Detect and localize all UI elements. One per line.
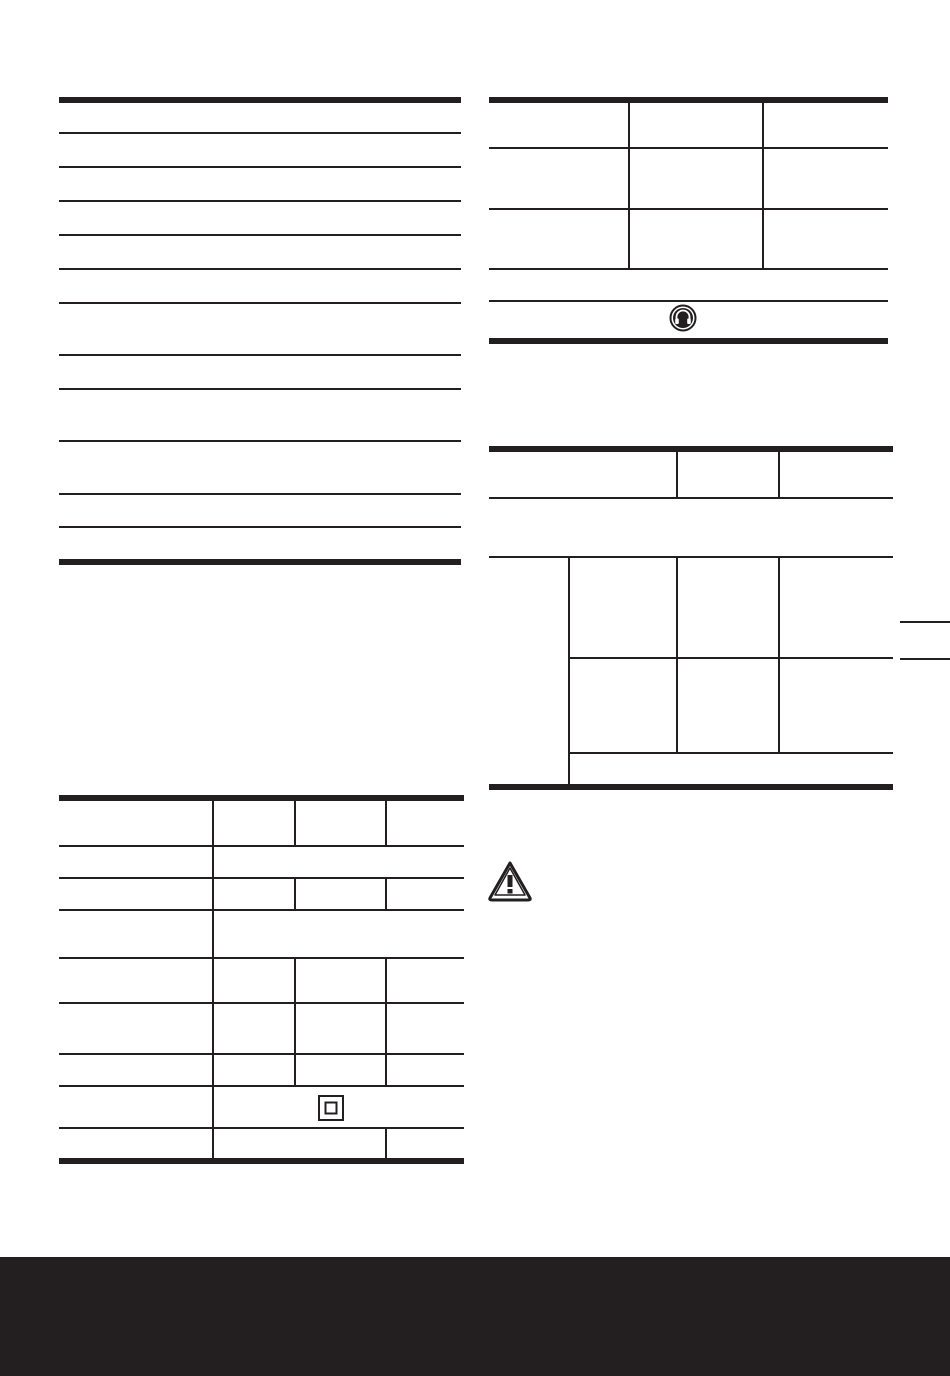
table-row-divider (59, 877, 464, 879)
table-top-rule (59, 795, 464, 801)
table-column-divider (294, 877, 296, 910)
table-column-divider (385, 795, 387, 845)
table-row-divider (59, 1085, 464, 1087)
table-row-divider (59, 493, 461, 495)
table-row-divider (568, 657, 893, 659)
table-column-divider (778, 556, 780, 753)
table-row-divider (489, 208, 888, 210)
table-top-rule (489, 97, 888, 103)
table-column-divider (294, 957, 296, 1086)
table-column-divider (676, 446, 678, 498)
table-row-divider (489, 268, 888, 270)
warning-triangle-icon (487, 860, 533, 902)
table-column-divider (110, 97, 112, 103)
table-row-divider (59, 166, 461, 168)
table-bottom-rule (489, 338, 888, 344)
table-row-divider (59, 388, 461, 390)
table-row-divider (59, 354, 461, 356)
table-bottom-rule (59, 1158, 464, 1164)
table-row-divider (568, 752, 893, 754)
table-row-divider (489, 556, 893, 558)
side-tab-top-line (900, 621, 950, 623)
double-insulation-icon (318, 1095, 344, 1121)
table-row-divider (59, 440, 461, 442)
table-row-divider (489, 300, 888, 302)
table-row-divider (59, 909, 464, 911)
table-row-divider (59, 845, 464, 847)
table-column-divider (212, 795, 214, 1164)
table-column-divider (676, 556, 678, 753)
table-column-divider (110, 559, 112, 565)
table-top-rule (59, 97, 461, 103)
table-row-divider (59, 302, 461, 304)
table-row-divider (59, 1002, 464, 1004)
side-tab-bottom-line (900, 658, 950, 660)
footer-band (0, 1257, 950, 1376)
table-bottom-rule (59, 559, 461, 565)
table-column-divider (385, 877, 387, 910)
ear-protection-icon (669, 304, 697, 332)
table-row-divider (59, 268, 461, 270)
table-column-divider (778, 784, 780, 790)
table-row-divider (59, 1053, 464, 1055)
table-top-rule (489, 446, 893, 452)
table-column-divider (778, 446, 780, 498)
table-column-divider (676, 784, 678, 790)
table-column-divider (628, 97, 630, 269)
table-column-divider (385, 957, 387, 1086)
table-column-divider (294, 795, 296, 845)
table-row-divider (59, 1127, 464, 1129)
table-row-divider (489, 147, 888, 149)
table-row-divider (59, 200, 461, 202)
table-row-divider (489, 497, 893, 499)
table-column-divider (762, 97, 764, 269)
table-row-divider (59, 234, 461, 236)
table-row-divider (59, 526, 461, 528)
table-row-divider (59, 957, 464, 959)
table-row-divider (59, 132, 461, 134)
table-bottom-rule (489, 784, 893, 790)
